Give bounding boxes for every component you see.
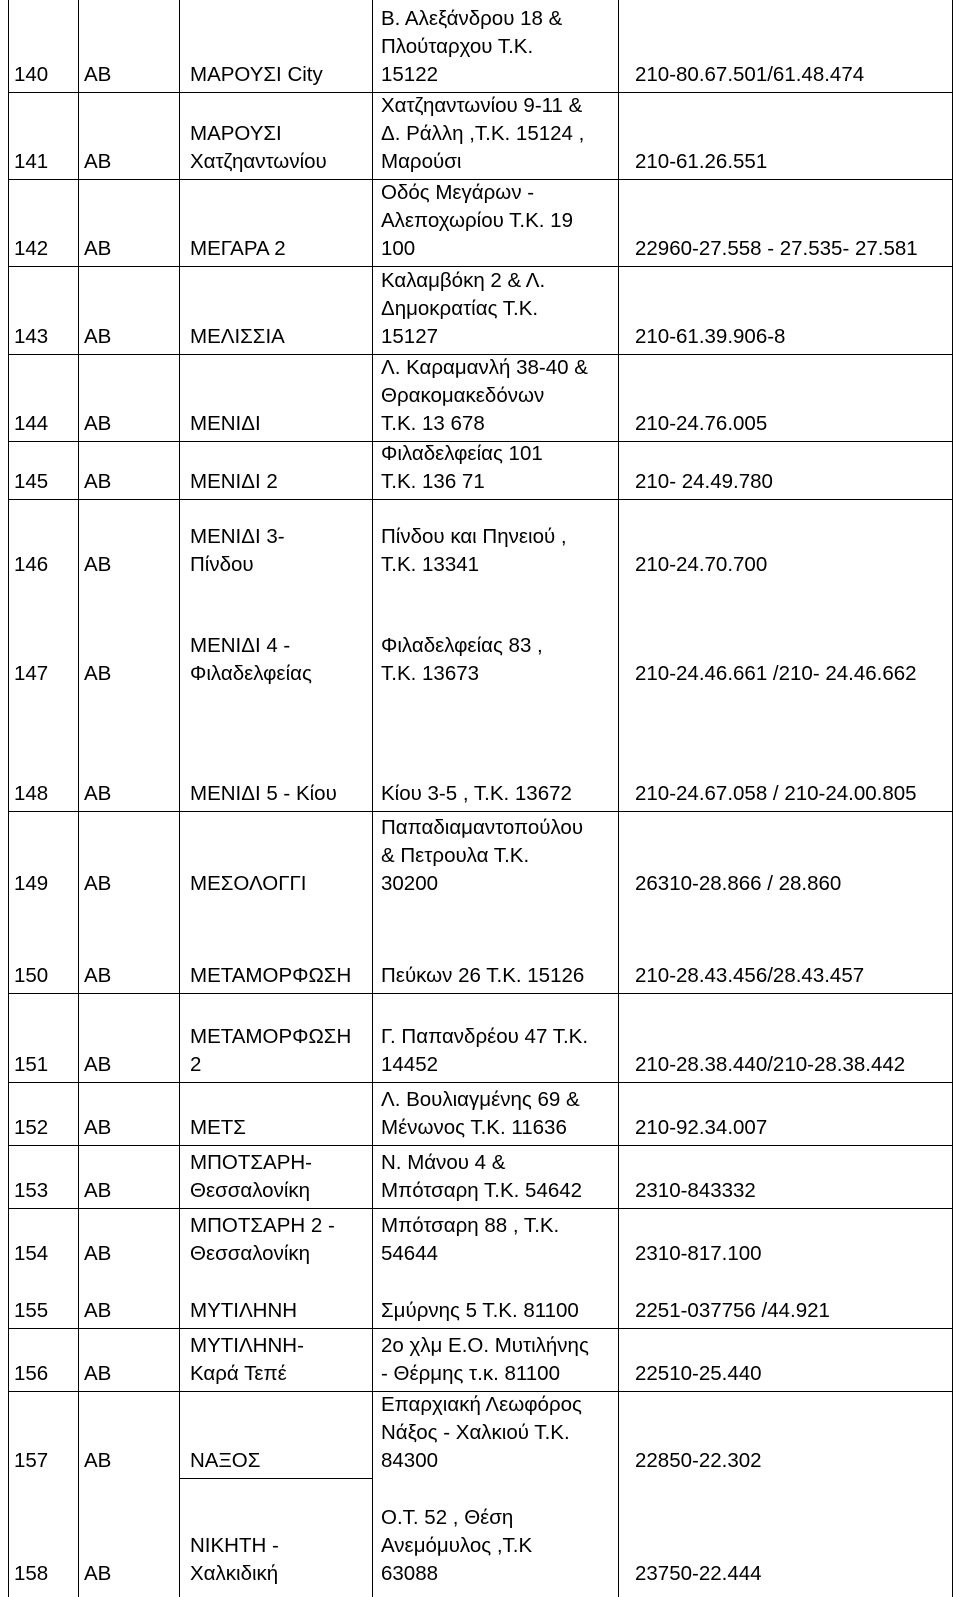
branch-name: [190, 1532, 370, 1588]
branch-phone: [635, 148, 955, 176]
branch-address-line: 15122: [381, 63, 439, 86]
branch-address-line: Παπαδιαμαντοπούλου: [381, 816, 584, 839]
branch-address: [381, 92, 631, 176]
branch-number-line: 145: [14, 470, 49, 493]
branch-code-line: AB: [84, 662, 112, 685]
branch-number-line: 149: [14, 872, 49, 895]
branch-phone-line: 2251-037756 /44.921: [635, 1299, 830, 1322]
branch-name: [190, 235, 370, 263]
branch-phone-line: 22850-22.302: [635, 1449, 762, 1472]
branch-code-line: AB: [84, 412, 112, 435]
branch-address: [381, 523, 631, 579]
branch-number-line: 152: [14, 1116, 49, 1139]
branch-number: [14, 410, 66, 438]
column-border: [8, 0, 9, 1597]
branch-address: [381, 1149, 631, 1205]
branch-phone: [635, 235, 955, 263]
branch-number-line: 140: [14, 63, 49, 86]
branch-address-line: Οδός Μεγάρων -: [381, 181, 535, 204]
branch-address-line: Μένωνος Τ.Κ. 11636: [381, 1116, 567, 1139]
branch-address-line: 2ο χλμ Ε.Ο. Μυτιλήνης: [381, 1334, 589, 1357]
branch-number-line: 141: [14, 150, 49, 173]
branch-phone: [635, 1447, 955, 1475]
branch-phone-line: 22510-25.440: [635, 1362, 762, 1385]
branch-number: [14, 1051, 66, 1079]
branch-address-line: 100: [381, 237, 416, 260]
branch-number: [14, 551, 66, 579]
branch-name: [190, 780, 370, 808]
branch-phone: [635, 870, 955, 898]
branch-number: [14, 1560, 66, 1588]
branch-code: [84, 1560, 174, 1588]
branch-address: [381, 1332, 631, 1388]
branch-address-line: Τ.Κ. 13 678: [381, 412, 485, 435]
branch-code: [84, 1177, 174, 1205]
branch-address-line: Ανεμόμυλος ,Τ.Κ: [381, 1534, 533, 1557]
branch-phone: [635, 410, 955, 438]
branch-address: [381, 267, 631, 351]
branch-phone-line: 2310-817.100: [635, 1242, 762, 1265]
branch-address-line: Φιλαδελφείας 83 ,: [381, 634, 543, 657]
branch-address: [381, 354, 631, 438]
branch-code: [84, 1447, 174, 1475]
branch-name: [190, 1297, 370, 1325]
branch-code: [84, 323, 174, 351]
branch-name-line: ΜΕΝΙΔΙ: [190, 412, 261, 435]
row-border: [8, 1082, 953, 1083]
branch-phone-line: 22960-27.558 - 27.535- 27.581: [635, 237, 918, 260]
branch-address: [381, 5, 631, 89]
branch-name: [190, 523, 370, 579]
branch-address: [381, 179, 631, 263]
branch-name-line: ΜΕΝΙΔΙ 2: [190, 470, 278, 493]
branch-phone: [635, 323, 955, 351]
branch-phone: [635, 1114, 955, 1142]
branch-address-line: Μπότσαρη Τ.Κ. 54642: [381, 1179, 583, 1202]
branch-address-line: Αλεποχωρίου Τ.Κ. 19: [381, 209, 573, 232]
branch-address-line: Φιλαδελφείας 101: [381, 442, 543, 465]
branch-address-line: Χατζηαντωνίου 9-11 &: [381, 94, 583, 117]
branch-number-line: 147: [14, 662, 49, 685]
branch-address-line: Ν. Μάνου 4 &: [381, 1151, 506, 1174]
branch-phone-line: 210-24.70.700: [635, 553, 768, 576]
branch-name: [190, 468, 370, 496]
branch-name-line: Χαλκιδική: [190, 1562, 279, 1585]
branch-number: [14, 870, 66, 898]
branch-phone: [635, 1560, 955, 1588]
branch-code: [84, 235, 174, 263]
branch-number-line: 156: [14, 1362, 49, 1385]
branch-name-line: ΜΕΤΑΜΟΡΦΩΣΗ: [190, 1025, 352, 1048]
branch-name-line: Θεσσαλονίκη: [190, 1179, 311, 1202]
branch-name-line: ΜΕΝΙΔΙ 5 - Κίου: [190, 782, 337, 805]
branch-phone: [635, 61, 955, 89]
branch-code: [84, 962, 174, 990]
branch-number: [14, 235, 66, 263]
branch-name-line: Θεσσαλονίκη: [190, 1242, 311, 1265]
branch-address-line: Β. Αλεξάνδρου 18 &: [381, 7, 563, 30]
branch-code: [84, 870, 174, 898]
branch-name-line: ΜΕΝΙΔΙ 3-: [190, 525, 285, 548]
branch-address-line: Τ.Κ. 13673: [381, 662, 480, 685]
branch-name-line: ΜΑΡΟΥΣΙ: [190, 122, 282, 145]
row-border: [8, 1208, 953, 1209]
branch-number-line: 155: [14, 1299, 49, 1322]
branch-number-line: 150: [14, 964, 49, 987]
branch-name-line: ΜΠΟΤΣΑΡΗ 2 -: [190, 1214, 335, 1237]
branch-address: [381, 1504, 631, 1588]
branch-name-line: Χατζηαντωνίου: [190, 150, 327, 173]
branch-phone-line: 26310-28.866 / 28.860: [635, 872, 842, 895]
branch-name: [190, 1447, 370, 1475]
branch-name-line: ΜΑΡΟΥΣΙ City: [190, 63, 323, 86]
branch-phone-line: 210- 24.49.780: [635, 470, 773, 493]
branch-phone: [635, 1297, 955, 1325]
branch-address-line: Λ. Καραμανλή 38-40 &: [381, 356, 588, 379]
branch-name-line: ΜΕΝΙΔΙ 4 -: [190, 634, 291, 657]
branch-phone: [635, 1240, 955, 1268]
branch-number-line: 146: [14, 553, 49, 576]
branch-code: [84, 1051, 174, 1079]
branch-address-line: Γ. Παπανδρέου 47 Τ.Κ.: [381, 1025, 589, 1048]
branch-address-line: Επαρχιακή Λεωφόρος: [381, 1393, 582, 1416]
branch-phone-line: 210-92.34.007: [635, 1116, 768, 1139]
branch-phone-line: 210-80.67.501/61.48.474: [635, 63, 865, 86]
branch-number: [14, 61, 66, 89]
branch-code: [84, 410, 174, 438]
branch-phone-line: 210-24.76.005: [635, 412, 768, 435]
branch-code-line: AB: [84, 237, 112, 260]
branch-phone-line: 210-24.46.661 /210- 24.46.662: [635, 662, 917, 685]
branch-phone-line: 210-61.26.551: [635, 150, 768, 173]
branch-code-line: AB: [84, 1362, 112, 1385]
branch-number: [14, 1240, 66, 1268]
branch-address: [381, 1391, 631, 1475]
branch-name-line: ΜΕΣΟΛΟΓΓΙ: [190, 872, 307, 895]
branch-number-line: 151: [14, 1053, 49, 1076]
branch-address: [381, 814, 631, 898]
branch-name: [190, 410, 370, 438]
branch-address-line: Πλούταρχου Τ.Κ.: [381, 35, 534, 58]
branch-code: [84, 468, 174, 496]
branch-phone: [635, 551, 955, 579]
branch-number: [14, 323, 66, 351]
branch-code: [84, 551, 174, 579]
branch-name: [190, 1332, 370, 1388]
branch-number-line: 143: [14, 325, 49, 348]
branch-code-line: AB: [84, 1562, 112, 1585]
branch-phone: [635, 1051, 955, 1079]
branch-address-line: 84300: [381, 1449, 439, 1472]
branch-address-line: Λ. Βουλιαγμένης 69 &: [381, 1088, 580, 1111]
branch-number-line: 144: [14, 412, 49, 435]
branch-phone-line: 210-24.67.058 / 210-24.00.805: [635, 782, 917, 805]
branch-number: [14, 962, 66, 990]
branch-address-line: Τ.Κ. 13341: [381, 553, 480, 576]
row-border: [8, 811, 953, 812]
branch-phone: [635, 1177, 955, 1205]
branch-address-line: Δ. Ράλλη ,Τ.Κ. 15124 ,: [381, 122, 585, 145]
row-border: [179, 1478, 373, 1479]
branch-address-line: Τ.Κ. 136 71: [381, 470, 485, 493]
branch-name-line: ΜΕΓΑΡΑ 2: [190, 237, 286, 260]
row-border: [8, 1328, 953, 1329]
branch-number-line: 157: [14, 1449, 49, 1472]
branch-name-line: ΝΙΚΗΤΗ -: [190, 1534, 279, 1557]
branch-number: [14, 1297, 66, 1325]
branch-code: [84, 1360, 174, 1388]
branch-number-line: 148: [14, 782, 49, 805]
branch-address-line: Νάξος - Χαλκιού Τ.Κ.: [381, 1421, 570, 1444]
branch-address: [381, 1297, 631, 1325]
branch-number: [14, 1114, 66, 1142]
branch-code-line: AB: [84, 1299, 112, 1322]
branch-number-line: 142: [14, 237, 49, 260]
branch-code-line: AB: [84, 1116, 112, 1139]
branch-code-line: AB: [84, 470, 112, 493]
branch-address-line: Καλαμβόκη 2 & Λ.: [381, 269, 546, 292]
branch-code: [84, 660, 174, 688]
branch-phone: [635, 660, 955, 688]
branch-code-line: AB: [84, 325, 112, 348]
branch-code: [84, 1240, 174, 1268]
branch-address: [381, 632, 631, 688]
branch-number: [14, 780, 66, 808]
column-border: [179, 0, 180, 1597]
branch-number: [14, 148, 66, 176]
branch-address-line: 14452: [381, 1053, 439, 1076]
branch-name: [190, 61, 370, 89]
branch-phone-line: 210-61.39.906-8: [635, 325, 786, 348]
branch-number-line: 154: [14, 1242, 49, 1265]
branch-number: [14, 660, 66, 688]
branch-name-line: ΜΕΤΑΜΟΡΦΩΣΗ: [190, 964, 352, 987]
branch-name-line: Φιλαδελφείας: [190, 662, 312, 685]
branch-address-line: 30200: [381, 872, 439, 895]
branch-code-line: AB: [84, 1242, 112, 1265]
branch-address: [381, 780, 631, 808]
branch-address-line: Πίνδου και Πηνειού ,: [381, 525, 567, 548]
branch-phone-line: 2310-843332: [635, 1179, 756, 1202]
branch-name-line: ΜΕΤΣ: [190, 1116, 246, 1139]
branch-name-line: Πίνδου: [190, 553, 254, 576]
branch-address: [381, 1086, 631, 1142]
row-border: [8, 993, 953, 994]
branch-name-line: ΜΥΤΙΛΗΝΗ: [190, 1299, 298, 1322]
branch-code-line: AB: [84, 782, 112, 805]
branch-code: [84, 1114, 174, 1142]
branch-code: [84, 780, 174, 808]
branch-phone: [635, 468, 955, 496]
branch-number-line: 158: [14, 1562, 49, 1585]
branch-name-line: 2: [190, 1053, 202, 1076]
branch-code: [84, 148, 174, 176]
branch-number: [14, 1447, 66, 1475]
row-border: [8, 1145, 953, 1146]
branch-address-line: Σμύρνης 5 Τ.Κ. 81100: [381, 1299, 579, 1322]
branch-name-line: ΝΑΞΟΣ: [190, 1449, 261, 1472]
branch-name-line: ΜΕΛΙΣΣΙΑ: [190, 325, 285, 348]
branch-number: [14, 468, 66, 496]
branch-phone-line: 210-28.43.456/28.43.457: [635, 964, 865, 987]
branch-address: [381, 962, 631, 990]
branch-name: [190, 1114, 370, 1142]
branch-address-line: Δημοκρατίας Τ.Κ.: [381, 297, 539, 320]
branch-name: [190, 870, 370, 898]
branch-code-line: AB: [84, 553, 112, 576]
branch-address-line: Μπότσαρη 88 , Τ.Κ.: [381, 1214, 560, 1237]
branch-number-line: 153: [14, 1179, 49, 1202]
branch-number: [14, 1360, 66, 1388]
branch-code-line: AB: [84, 1449, 112, 1472]
branch-address-line: 54644: [381, 1242, 439, 1265]
branch-name: [190, 632, 370, 688]
branch-phone-line: 23750-22.444: [635, 1562, 762, 1585]
branch-code-line: AB: [84, 1053, 112, 1076]
branch-address-line: Θρακομακεδόνων: [381, 384, 545, 407]
branch-code: [84, 1297, 174, 1325]
branch-phone-line: 210-28.38.440/210-28.38.442: [635, 1053, 906, 1076]
branch-name: [190, 962, 370, 990]
branch-name: [190, 1023, 370, 1079]
branch-address: [381, 440, 631, 496]
branch-name: [190, 1149, 370, 1205]
branch-address-line: 63088: [381, 1562, 439, 1585]
branch-address-line: Ο.Τ. 52 , Θέση: [381, 1506, 514, 1529]
branch-phone: [635, 1360, 955, 1388]
branch-phone: [635, 780, 955, 808]
branch-code-line: AB: [84, 964, 112, 987]
branch-address-line: Κίου 3-5 , Τ.Κ. 13672: [381, 782, 572, 805]
column-border: [372, 0, 373, 1597]
branch-address: [381, 1212, 631, 1268]
branch-name-line: Καρά Τεπέ: [190, 1362, 287, 1385]
branch-code-line: AB: [84, 1179, 112, 1202]
branch-address: [381, 1023, 631, 1079]
column-border: [78, 0, 79, 1597]
branch-phone: [635, 962, 955, 990]
branch-code: [84, 61, 174, 89]
branch-code-line: AB: [84, 63, 112, 86]
row-border: [8, 499, 953, 500]
branch-name-line: ΜΠΟΤΣΑΡΗ-: [190, 1151, 312, 1174]
branch-number: [14, 1177, 66, 1205]
branch-address-line: Πεύκων 26 Τ.Κ. 15126: [381, 964, 585, 987]
branch-name: [190, 323, 370, 351]
branch-address-line: Μαρούσι: [381, 150, 462, 173]
branch-address-line: - Θέρμης τ.κ. 81100: [381, 1362, 560, 1385]
branch-name: [190, 1212, 370, 1268]
branch-name: [190, 120, 370, 176]
branch-address-line: & Πετρουλα Τ.Κ.: [381, 844, 530, 867]
branch-address-line: 15127: [381, 325, 439, 348]
branch-name-line: ΜΥΤΙΛΗΝΗ-: [190, 1334, 304, 1357]
branch-code-line: AB: [84, 872, 112, 895]
branch-code-line: AB: [84, 150, 112, 173]
